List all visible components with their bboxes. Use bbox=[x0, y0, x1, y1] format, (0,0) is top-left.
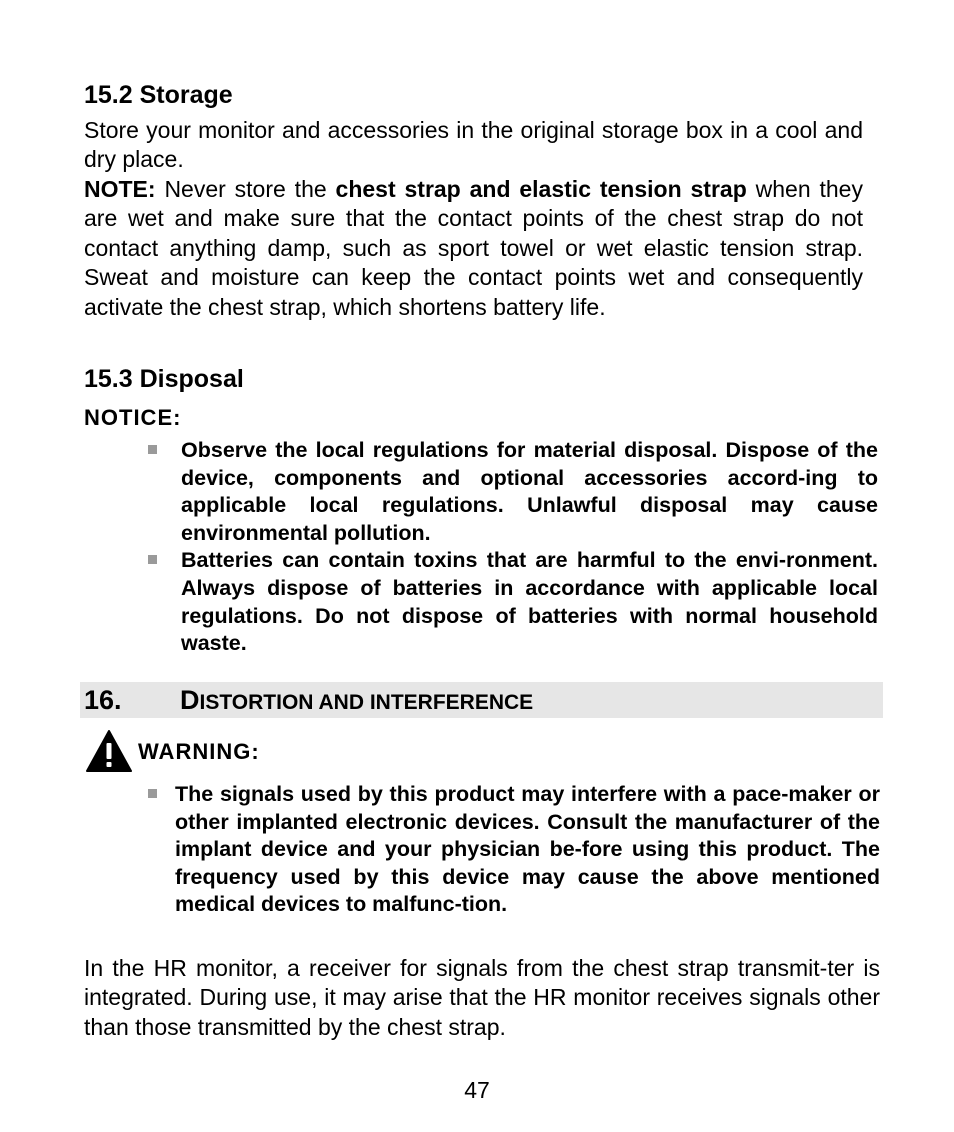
section-number: 16. bbox=[84, 685, 122, 715]
note-bold-text: chest strap and elastic tension strap bbox=[335, 176, 747, 202]
note-text-b: when they are wet and make sure that the contact points of the chest strap do not contact anything damp, such as sport towel or wet elastic tension strap. Sweat and moisture can keep the contact points wet and consequently activate the chest strap, which shortens battery life. bbox=[84, 176, 863, 320]
bullet-text: The signals used by this product may interfere with a pace-maker or other implanted electronic devices. Consult the manufacturer of the implant device and your physician be-fore using this product. The frequency used by this device may cause the above mentioned medical devices to malfunc-tion. bbox=[175, 782, 880, 917]
list-item bbox=[146, 437, 878, 547]
storage-paragraph: Store your monitor and accessories in the original storage box in a cool and dry place. bbox=[84, 117, 863, 173]
note-label: NOTE: bbox=[84, 176, 156, 202]
note-text-a: Never store the bbox=[155, 176, 336, 202]
storage-heading: 15.2 Storage bbox=[84, 81, 233, 109]
bullet-text: Observe the local regulations for material disposal. Dispose of the device, components and optional accessories accord-ing to applicable local regulations. Unlawful disposal may cause environmental pollution. bbox=[181, 438, 878, 545]
section-heading-bar bbox=[80, 682, 883, 718]
disposal-heading: 15.3 Disposal bbox=[84, 365, 244, 393]
section-title-initial: D bbox=[180, 685, 200, 715]
square-bullet-icon bbox=[148, 789, 157, 798]
square-bullet-icon bbox=[148, 445, 157, 454]
interference-paragraph: In the HR monitor, a receiver for signals from the chest strap transmit-ter is integrated. During use, it may arise that the HR monitor receives signals other than those transmitted by the chest strap. bbox=[84, 955, 880, 1040]
section-title bbox=[180, 685, 533, 718]
page-number: 47 bbox=[464, 1077, 490, 1103]
list-item bbox=[146, 781, 880, 919]
bullet-text: Batteries can contain toxins that are harmful to the envi-ronment. Always dispose of batteries in accordance with applicable local regulations. Do not dispose of batteries with normal household waste. bbox=[181, 548, 878, 656]
disposal-bullet-list bbox=[146, 437, 878, 658]
list-item bbox=[146, 547, 878, 657]
warning-label: WARNING: bbox=[138, 739, 260, 764]
warning-bullet-list bbox=[146, 781, 880, 919]
square-bullet-icon bbox=[148, 555, 157, 564]
storage-note bbox=[84, 175, 863, 322]
section-title-rest: ISTORTION AND INTERFERENCE bbox=[199, 691, 534, 714]
notice-label: NOTICE: bbox=[84, 405, 182, 430]
warning-triangle-icon bbox=[86, 729, 132, 773]
